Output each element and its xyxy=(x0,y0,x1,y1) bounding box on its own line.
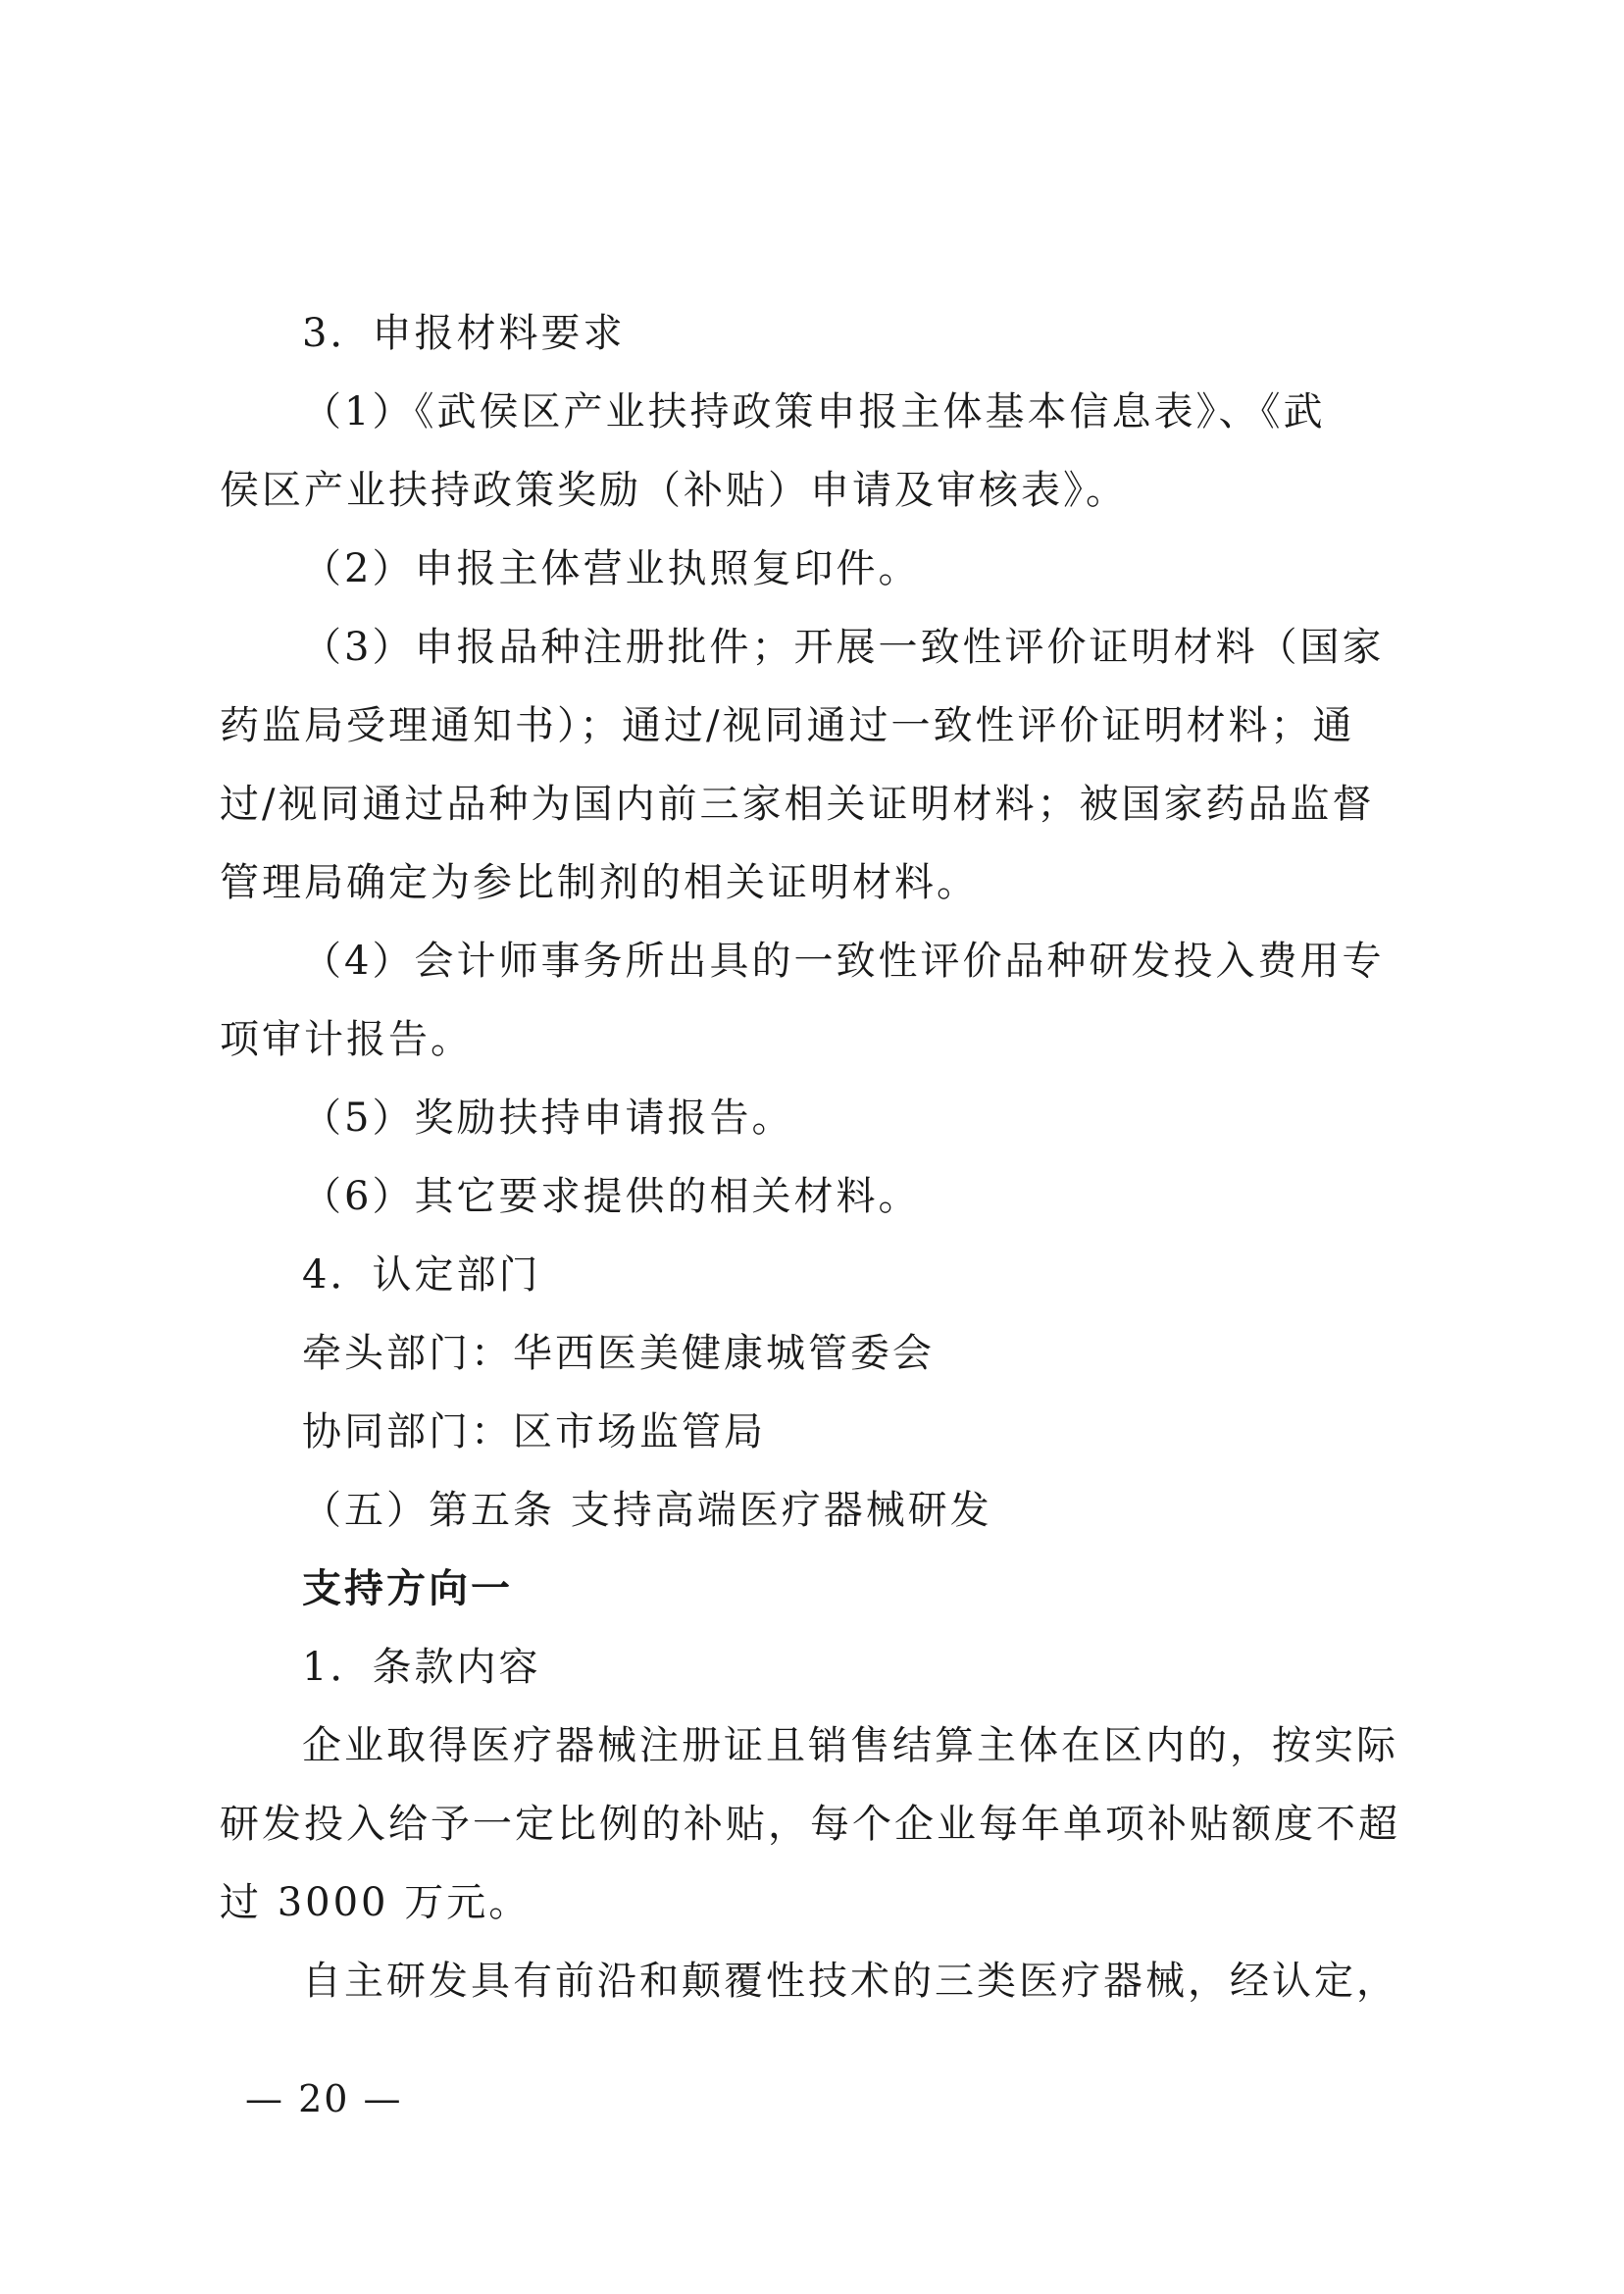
paragraph-line: （5）奖励扶持申请报告。 xyxy=(302,1096,794,1141)
section-heading-article-5: （五）第五条 支持高端医疗器械研发 xyxy=(302,1488,992,1533)
paragraph-line: （6）其它要求提供的相关材料。 xyxy=(302,1174,921,1219)
paragraph-line: 研发投入给予一定比例的补贴，每个企业每年单项补贴额度不超 xyxy=(220,1802,1400,1847)
paragraph-line: 药监局受理通知书）；通过/视同通过一致性评价证明材料；通 xyxy=(220,703,1355,748)
paragraph-line: 过 3000 万元。 xyxy=(220,1880,532,1925)
paragraph-line: 侯区产业扶持政策奖励（补贴）申请及审核表》。 xyxy=(220,468,1128,513)
paragraph-line: 过/视同通过品种为国内前三家相关证明材料；被国家药品监督 xyxy=(220,782,1375,827)
paragraph-line: （2）申报主体营业执照复印件。 xyxy=(302,546,921,591)
heading-application-materials: 3．申报材料要求 xyxy=(302,311,626,356)
heading-recognition-department: 4．认定部门 xyxy=(302,1252,541,1298)
paragraph-line: （4）会计师事务所出具的一致性评价品种研发投入费用专 xyxy=(302,939,1385,984)
paragraph-line: 自主研发具有前沿和颠覆性技术的三类医疗器械，经认定， xyxy=(302,1959,1398,2004)
cooperating-department: 协同部门：区市场监管局 xyxy=(302,1409,766,1454)
paragraph-line: （1）《武侯区产业扶持政策申报主体基本信息表》、《武 xyxy=(302,389,1326,434)
heading-clause-content: 1．条款内容 xyxy=(302,1645,541,1690)
paragraph-line: 管理局确定为参比制剂的相关证明材料。 xyxy=(220,860,979,905)
paragraph-line: 企业取得医疗器械注册证且销售结算主体在区内的，按实际 xyxy=(302,1723,1398,1768)
support-direction-heading: 支持方向一 xyxy=(302,1565,513,1611)
lead-department: 牵头部门：华西医美健康城管委会 xyxy=(302,1331,935,1376)
paragraph-line: 项审计报告。 xyxy=(220,1017,473,1062)
page-number: — 20 — xyxy=(245,2077,403,2120)
paragraph-line: （3）申报品种注册批件；开展一致性评价证明材料（国家 xyxy=(302,625,1385,670)
